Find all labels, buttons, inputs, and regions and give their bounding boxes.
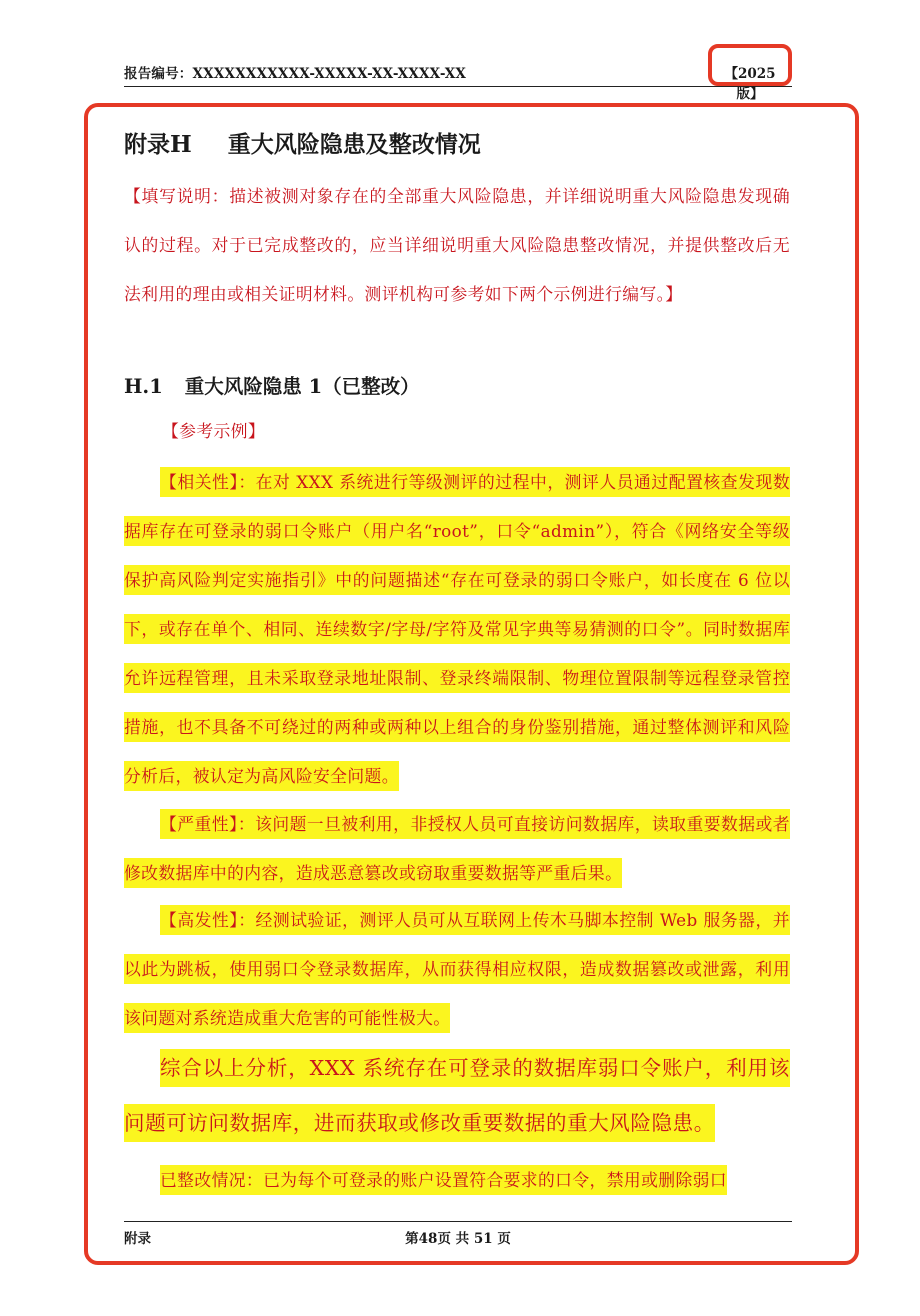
paragraph-summary <box>124 1041 790 1151</box>
section-title: 重大风险隐患 1（已整改） <box>184 375 420 398</box>
appendix-label: 附录H <box>124 131 192 158</box>
page-footer <box>124 1221 792 1247</box>
section-number: H.1 <box>124 375 163 398</box>
paragraph-likelihood <box>124 896 790 1043</box>
paragraph-severity <box>124 800 790 898</box>
footer-appendix-label: 附录 <box>124 1231 151 1247</box>
appendix-name: 重大风险隐患及整改情况 <box>227 131 481 158</box>
version-label: 【2025 版】 <box>724 66 776 102</box>
paragraph-rectification <box>124 1158 790 1202</box>
summary-text: 综合以上分析，XXX 系统存在可登录的数据库弱口令账户，利用该问题可访问数据库，进而获取或修改重要数据的重大风险隐患。 <box>124 1049 790 1142</box>
likelihood-text: 【高发性】：经测试验证，测评人员可从互联网上传木马脚本控制 Web 服务器，并以此为跳板，使用弱口令登录数据库，从而获得相应权限，造成数据篡改或泄露，利用该问题对系统造成重大危害的可能性极大。 <box>124 905 790 1033</box>
page-header <box>124 58 792 87</box>
paragraph-relevance <box>124 458 790 801</box>
report-number: 报告编号：XXXXXXXXXXX-XXXXX-XX-XXXX-XX <box>124 66 467 82</box>
relevance-text: 【相关性】：在对 XXX 系统进行等级测评的过程中，测评人员通过配置核查发现数据库存在可登录的弱口令账户（用户名“root”，口令“admin”），符合《网络安全等级保护高风险判定实施指引》中的问题描述“存在可登录的弱口令账户，如长度在 6 位以下，或存在单个、相同、连续数字/字母/字符及常见字典等易猜测的口令”。同时数据库允许远程管理，且未采取登录地址限制、登录终端限制、物理位置限制等远程登录管控措施，也不具备不可绕过的两种或两种以上组合的身份鉴别措施，通过整体测评和风险分析后，被认定为高风险安全问题。 <box>124 467 790 791</box>
appendix-title <box>124 126 481 159</box>
page-number: 第48页 共 51 页 <box>405 1231 511 1247</box>
section-heading <box>124 371 420 399</box>
rectification-text: 已整改情况：已为每个可登录的账户设置符合要求的口令，禁用或删除弱口 <box>160 1165 727 1195</box>
reference-example-label: 【参考示例】 <box>162 421 266 441</box>
severity-text: 【严重性】：该问题一旦被利用，非授权人员可直接访问数据库，读取重要数据或者修改数据库中的内容，造成恶意篡改或窃取重要数据等严重后果。 <box>124 809 790 888</box>
fill-instructions: 【填写说明：描述被测对象存在的全部重大风险隐患，并详细说明重大风险隐患发现确认的过程。对于已完成整改的，应当详细说明重大风险隐患整改情况，并提供整改后无法利用的理由或相关证明材料。测评机构可参考如下两个示例进行编写。】 <box>124 186 790 304</box>
